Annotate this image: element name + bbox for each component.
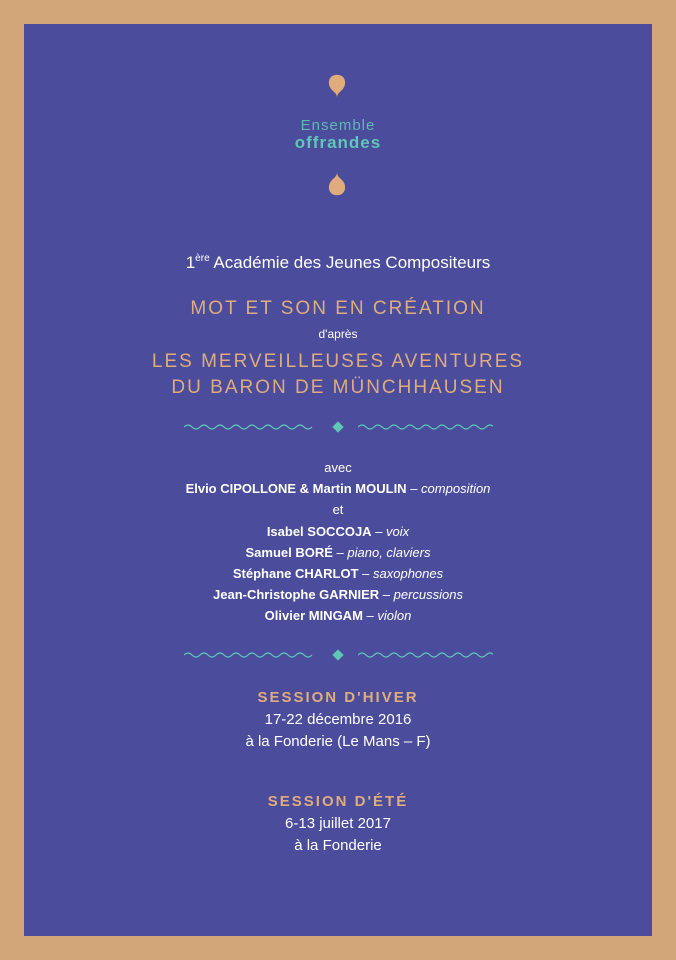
performer-role: violon (377, 608, 412, 624)
performer-row (24, 563, 652, 584)
performer-name: Isabel SOCCOJA (266, 523, 372, 539)
wave-divider-right (358, 651, 493, 659)
role-separator: – (371, 523, 387, 539)
winter-session-place: à la Fonderie (Le Mans – F) (245, 733, 431, 750)
poster (24, 24, 652, 936)
and-label: et (332, 502, 344, 518)
performer-role: voix (386, 523, 410, 539)
composers-line (24, 478, 652, 499)
composer-role: composition (421, 481, 491, 497)
performer-row (24, 542, 652, 563)
drop-icon (327, 172, 347, 198)
summer-session-place: à la Fonderie (294, 837, 382, 854)
performer-row (24, 605, 652, 626)
source-title (24, 349, 652, 401)
performer-role: piano, claviers (347, 544, 431, 560)
winter-session-title: SESSION D'HIVER (257, 689, 419, 706)
after-label: d'après (318, 327, 358, 341)
summer-session (24, 791, 652, 857)
role-separator: – (358, 566, 373, 582)
ordinal-suffix: ère (195, 253, 210, 264)
academie-name: Académie des Jeunes Compositeurs (213, 253, 491, 272)
summer-session-title: SESSION D'ÉTÉ (267, 793, 409, 810)
credits (24, 457, 652, 627)
with-label: avec (324, 460, 352, 475)
performer-name: Stéphane CHARLOT (232, 566, 359, 582)
performer-role: percussions (393, 587, 463, 603)
academie-title (24, 253, 652, 273)
source-title-line1: LES MERVEILLEUSES AVENTURES (151, 351, 525, 372)
winter-session-dates: 17-22 décembre 2016 (264, 711, 412, 728)
wave-divider-left (184, 423, 314, 431)
logo-ensemble: Ensemble (300, 117, 376, 134)
performer-role: saxophones (373, 566, 444, 582)
summer-session-dates: 6-13 juillet 2017 (285, 815, 391, 832)
role-separator: – (379, 587, 394, 603)
performer-name: Samuel BORÉ (245, 544, 333, 560)
diamond-icon (332, 421, 343, 432)
logo-offrandes: offrandes (294, 133, 382, 152)
wave-divider-left (184, 651, 314, 659)
role-separator: – (362, 608, 378, 624)
winter-session (24, 687, 652, 753)
drop-icon (327, 72, 347, 98)
ordinal-number: 1 (185, 253, 196, 272)
performer-row (24, 521, 652, 542)
performer-name: Olivier MINGAM (264, 608, 363, 624)
performer-name: Jean-Christophe GARNIER (213, 587, 380, 603)
composer-names: Elvio CIPOLLONE & Martin MOULIN (185, 481, 407, 497)
diamond-icon (332, 649, 343, 660)
project-title: MOT ET SON EN CRÉATION (190, 298, 486, 319)
source-title-line2: DU BARON DE MÜNCHHAUSEN (171, 377, 505, 398)
performer-row (24, 584, 652, 605)
wave-divider-right (358, 423, 493, 431)
role-separator: – (406, 481, 422, 497)
role-separator: – (332, 544, 348, 560)
